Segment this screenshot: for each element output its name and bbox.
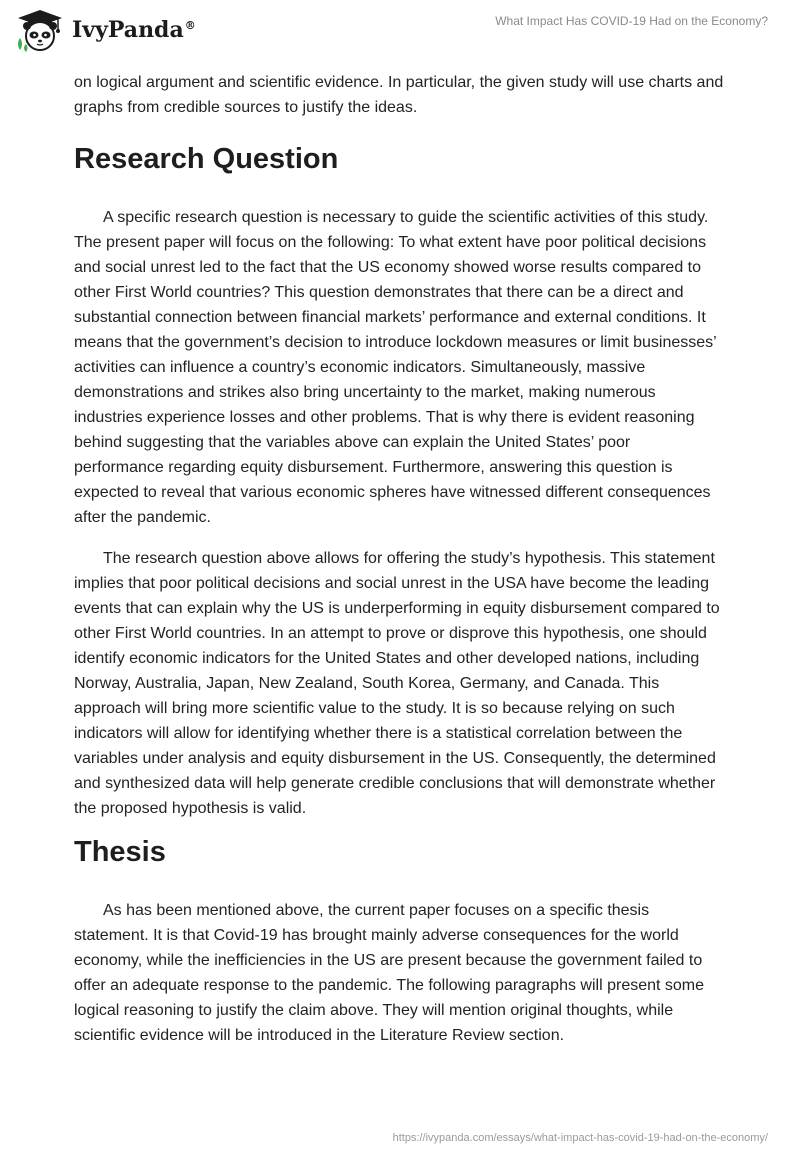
source-url[interactable]: https://ivypanda.com/essays/what-impact-has-covid-19-had-on-the-economy/	[392, 1132, 768, 1144]
section-heading-research-question: Research Question	[74, 143, 339, 175]
intro-paragraph: on logical argument and scientific evidence. In particular, the given study will use charts and graphs from credible sources to justify the ideas.	[74, 74, 724, 116]
document-title: What Impact Has COVID-19 Had on the Economy?	[495, 14, 768, 28]
paragraph: As has been mentioned above, the current paper focuses on a specific thesis statement. It is that Covid-19 has brought mainly adverse consequences for the world economy, while the inefficiencies in the US are present because the government failed to offer an adequate response to the pandemic. The following paragraphs will present some logical reasoning to justify the claim above. They will mention original thoughts, while scientific evidence will be introduced in the Literature Review section.	[74, 902, 705, 1044]
ivypanda-logo[interactable]	[14, 8, 196, 52]
brand-name: IvyPanda®	[72, 17, 196, 43]
article-body	[74, 70, 724, 1048]
paragraph: The research question above allows for offering the study’s hypothesis. This statement implies that poor political decisions and social unrest in the USA have become the leading events that can explain why the US is underperforming in equity disbursement compared to other First World countries. In an attempt to prove or disprove this hypothesis, one should identify economic indicators for the United States and other developed nations, including Norway, Australia, Japan, New Zealand, South Korea, Germany, and Canada. This approach will bring more scientific value to the study. It is so because relying on such indicators will allow for identifying whether there is a statistical correlation between the variables under analysis and equity disbursement in the US. Consequently, the determined and synthesized data will help generate credible conclusions that will demonstrate whether the proposed hypothesis is valid.	[74, 550, 720, 817]
section-heading-thesis: Thesis	[74, 836, 166, 868]
panda-icon	[14, 8, 66, 52]
paragraph: A specific research question is necessary to guide the scientific activities of this study. The present paper will focus on the following: To what extent have poor political decisions and social unrest led to the fact that the US economy showed worse results compared to other First World countries? This question demonstrates that there can be a direct and substantial connection between financial markets’ performance and external conditions. It means that the government’s decision to introduce lockdown measures or limit businesses’ activities can influence a country’s economic indicators. Simultaneously, massive demonstrations and strikes also bring uncertainty to the market, making numerous industries experience losses and other problems. That is why there is evident reasoning behind suggesting that the variables above can explain the United States’ poor performance regarding equity disbursement. Furthermore, answering this question is expected to reveal that various economic spheres have witnessed different consequences after the pandemic.	[74, 209, 717, 526]
page-header	[0, 0, 800, 70]
